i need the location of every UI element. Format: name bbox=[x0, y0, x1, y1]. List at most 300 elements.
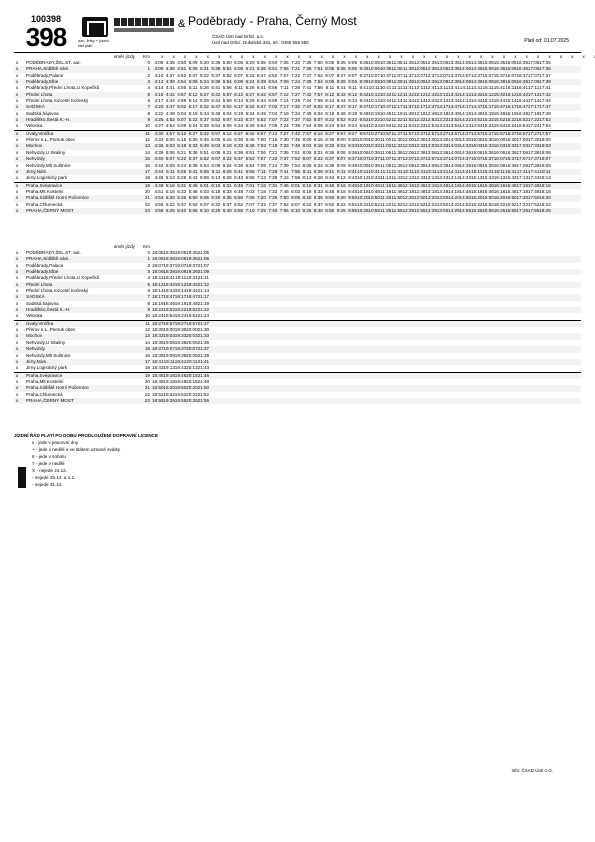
departure-time: 8:46 bbox=[325, 182, 335, 188]
departure-time: 7:03 bbox=[256, 143, 266, 149]
departure-time: 7:22 bbox=[279, 117, 289, 123]
departure-time: 14:43 bbox=[459, 175, 472, 181]
departure-time: 4:51 bbox=[154, 188, 164, 194]
departure-time: 9:52 bbox=[348, 201, 358, 207]
departure-time: 19:37 bbox=[186, 262, 198, 268]
departure-time: 4:42 bbox=[154, 162, 164, 168]
departure-time: 6:40 bbox=[222, 207, 232, 213]
departure-time: 21:33 bbox=[197, 333, 210, 339]
row-flag: x bbox=[16, 365, 19, 371]
departure-time: 8:52 bbox=[336, 117, 346, 123]
stop-km: 18 bbox=[144, 365, 150, 371]
departure-time: 7:46 bbox=[279, 182, 289, 188]
departure-time: 5:35 bbox=[177, 195, 187, 201]
departure-time: 6:21 bbox=[222, 149, 232, 155]
row-flag: x bbox=[16, 307, 19, 313]
departure-time: 7:30 bbox=[279, 137, 289, 143]
departure-time: 20:03 bbox=[186, 333, 198, 339]
direction-label: směr jízdy bbox=[114, 244, 135, 249]
departure-time: 6:12 bbox=[222, 130, 232, 136]
departure-time: 9:47 bbox=[359, 104, 369, 110]
departure-time: 6:39 bbox=[234, 162, 244, 168]
departure-time: 5:40 bbox=[177, 207, 187, 213]
departure-time: 21:27 bbox=[197, 320, 210, 326]
departure-time: 15:27 bbox=[482, 130, 494, 136]
stop-name: Sadská,hájovna bbox=[26, 300, 59, 306]
stop-km: 23 bbox=[144, 397, 150, 403]
departure-times bbox=[152, 398, 209, 404]
departure-time: 18:44 bbox=[163, 288, 175, 294]
departure-time: 9:13 bbox=[336, 175, 346, 181]
legend-item bbox=[14, 460, 158, 467]
departure-time: 6:00 bbox=[211, 137, 221, 143]
departure-time: 8:28 bbox=[313, 175, 323, 181]
departure-time: 6:55 bbox=[234, 207, 244, 213]
departure-time: 11:17 bbox=[391, 104, 403, 110]
row-flag: x bbox=[16, 60, 19, 65]
departure-time: 9:44 bbox=[359, 98, 369, 104]
line-number-box bbox=[14, 14, 78, 50]
departure-time: 7:26 bbox=[291, 85, 301, 91]
departure-time: 4:59 bbox=[177, 98, 187, 104]
departure-time: 10:11 bbox=[368, 85, 380, 91]
departure-time: 7:31 bbox=[268, 182, 278, 188]
departure-time: 9:22 bbox=[348, 117, 358, 123]
stop-km: 8 bbox=[147, 300, 150, 306]
departure-time: 16:39 bbox=[505, 162, 517, 168]
departure-time: 11:03 bbox=[380, 143, 392, 149]
stop-name: SADSKÁ bbox=[26, 104, 45, 110]
departure-time: 8:19 bbox=[325, 110, 335, 116]
departure-time: 4:44 bbox=[154, 168, 164, 174]
departure-time: 18:18 bbox=[539, 188, 551, 194]
departure-time: 5:37 bbox=[211, 72, 221, 78]
departure-time: 4:36 bbox=[154, 143, 164, 149]
stop-km: 11 bbox=[145, 320, 150, 326]
departure-time: 17:52 bbox=[539, 117, 551, 123]
departure-time: 6:35 bbox=[222, 195, 232, 201]
departure-time: 6:35 bbox=[256, 60, 266, 65]
departure-time: 17:49 bbox=[539, 110, 551, 116]
departure-time: 18:25 bbox=[539, 207, 551, 213]
departure-time: 15:39 bbox=[493, 79, 506, 85]
departure-time: 18:33 bbox=[152, 333, 164, 339]
stop-name: Přední Lhota,rozcestí Kolínský bbox=[26, 98, 89, 104]
departure-time: 19:12 bbox=[174, 281, 187, 287]
departure-time: 7:48 bbox=[279, 188, 289, 194]
departure-time: 11:52 bbox=[402, 117, 414, 123]
departure-time: 4:44 bbox=[165, 98, 175, 104]
departure-time: 13:44 bbox=[448, 98, 460, 104]
legend-items bbox=[14, 439, 158, 488]
departure-time: 8:24 bbox=[313, 162, 323, 168]
departure-time: 14:06 bbox=[459, 66, 472, 72]
departure-time: 13:37 bbox=[436, 156, 449, 162]
departure-time: 20:18 bbox=[186, 378, 198, 384]
departure-time: 11:16 bbox=[380, 182, 392, 188]
departure-time: 6:46 bbox=[234, 182, 244, 188]
departure-time: 19:16 bbox=[163, 372, 175, 378]
departure-time: 10:52 bbox=[368, 201, 380, 207]
departure-time: 6:43 bbox=[234, 175, 244, 181]
departure-time: 9:48 bbox=[348, 188, 358, 194]
departure-time: 14:36 bbox=[470, 66, 483, 72]
departure-time: 7:54 bbox=[291, 162, 301, 168]
departure-time: 11:50 bbox=[391, 195, 403, 201]
departure-time: 10:37 bbox=[368, 156, 380, 162]
stop-km: 9 bbox=[147, 117, 150, 123]
departure-time: 9:49 bbox=[359, 110, 369, 116]
legend-block-icon bbox=[18, 467, 26, 474]
stop-name: Sadská,hájovna bbox=[26, 110, 59, 116]
departure-time: 6:52 bbox=[268, 72, 278, 78]
departure-time: 6:42 bbox=[256, 91, 266, 97]
departure-time: 14:27 bbox=[459, 130, 472, 136]
departure-time: 10:19 bbox=[368, 110, 380, 116]
departure-time: 6:11 bbox=[211, 168, 221, 174]
brand-sub-icon bbox=[114, 28, 174, 32]
departure-time: 10:12 bbox=[368, 91, 380, 97]
stop-name: Nehvizdy,U Skaliny bbox=[26, 149, 66, 155]
departure-time: 21:48 bbox=[197, 378, 210, 384]
departure-time: 16:00 bbox=[493, 137, 506, 143]
departure-time: 10:36 bbox=[379, 66, 392, 72]
departure-time: 13:55 bbox=[436, 207, 449, 213]
departure-time: 16:22 bbox=[493, 201, 506, 207]
departure-time: 18:11 bbox=[539, 168, 551, 174]
departure-time: 5:27 bbox=[188, 130, 198, 136]
departure-time: 9:30 bbox=[348, 137, 358, 143]
departure-time: 14:24 bbox=[459, 123, 472, 129]
departure-time: 15:54 bbox=[493, 123, 506, 129]
departure-time: 20:09 bbox=[186, 352, 198, 358]
legend bbox=[14, 432, 158, 488]
departure-time: 21:19 bbox=[197, 300, 210, 306]
departure-time: 10:48 bbox=[368, 188, 380, 194]
stop-km: 20 bbox=[144, 378, 150, 384]
stop-km: 7 bbox=[147, 294, 150, 300]
trip-mark: x bbox=[434, 54, 437, 59]
departure-time: 8:22 bbox=[302, 201, 312, 207]
departure-time: 11:19 bbox=[391, 110, 403, 116]
departure-time: 19:43 bbox=[174, 365, 187, 371]
departure-time: 8:14 bbox=[325, 98, 335, 104]
row-flag: x bbox=[16, 98, 19, 104]
departure-time: 17:25 bbox=[516, 207, 528, 213]
departure-time: 8:22 bbox=[313, 156, 323, 162]
departure-time: 21:11 bbox=[197, 275, 209, 281]
departure-time: 7:20 bbox=[291, 60, 301, 65]
departure-time: 9:41 bbox=[348, 168, 358, 174]
departure-time: 6:26 bbox=[245, 85, 255, 91]
departure-time: 13:49 bbox=[448, 110, 460, 116]
departure-time: 18:37 bbox=[152, 346, 164, 352]
departure-time: 7:42 bbox=[291, 130, 301, 136]
row-flag: x bbox=[16, 149, 19, 155]
departure-time: 6:51 bbox=[245, 149, 255, 155]
departure-time: 20:07 bbox=[186, 346, 198, 352]
departure-time: 15:03 bbox=[470, 143, 483, 149]
departure-time: 9:39 bbox=[348, 162, 358, 168]
row-flag: x bbox=[16, 156, 19, 162]
departure-time: 11:43 bbox=[391, 175, 403, 181]
departure-time: 19:14 bbox=[174, 288, 187, 294]
departure-time: 18:37 bbox=[163, 262, 175, 268]
departure-time: 16:43 bbox=[505, 175, 517, 181]
departure-time: 4:36 bbox=[165, 66, 175, 72]
departure-time: 4:52 bbox=[165, 117, 175, 123]
departure-time: 6:24 bbox=[234, 123, 244, 129]
departure-time: 11:07 bbox=[380, 156, 392, 162]
row-flag: x bbox=[16, 188, 19, 194]
departure-time: 5:00 bbox=[165, 137, 175, 143]
departure-time: 7:56 bbox=[291, 168, 301, 174]
trip-mark: x bbox=[388, 54, 392, 59]
departure-time: 6:41 bbox=[234, 168, 244, 174]
stop-km: 18 bbox=[144, 175, 150, 181]
departure-time: 5:44 bbox=[211, 98, 221, 104]
departure-time: 7:39 bbox=[302, 79, 312, 85]
departure-time: 12:50 bbox=[413, 195, 426, 201]
departure-time: 6:51 bbox=[268, 66, 278, 72]
departure-time: 15:09 bbox=[482, 79, 494, 85]
trip-mark: x bbox=[218, 54, 221, 59]
departure-time: 18:09 bbox=[539, 162, 551, 168]
departure-time: 13:52 bbox=[448, 117, 460, 123]
departure-time: 8:17 bbox=[325, 104, 335, 110]
departure-time: 21:06 bbox=[197, 256, 210, 262]
departure-time: 12:27 bbox=[413, 130, 426, 136]
departure-time: 6:07 bbox=[222, 117, 232, 123]
stop-km: 22 bbox=[144, 201, 150, 207]
departure-time: 5:12 bbox=[177, 130, 187, 136]
stop-name: Přední Lhota bbox=[26, 91, 53, 97]
departure-time: 17:46 bbox=[527, 182, 540, 188]
stop-km: 21 bbox=[144, 195, 150, 201]
departure-time: 21:50 bbox=[197, 385, 210, 391]
departure-time: 15:37 bbox=[493, 72, 506, 78]
departure-time: 17:22 bbox=[516, 201, 528, 207]
line-note-2: řád platí bbox=[78, 43, 93, 48]
departure-time: 15:20 bbox=[470, 195, 483, 201]
departure-time: 5:37 bbox=[177, 201, 187, 207]
row-flag: x bbox=[16, 275, 19, 281]
departure-time: 14:52 bbox=[470, 117, 483, 123]
trip-mark: x bbox=[331, 54, 335, 59]
departure-time: 10:41 bbox=[379, 85, 392, 91]
stop-km: 7 bbox=[147, 104, 150, 110]
departure-time: 18:22 bbox=[539, 201, 551, 207]
row-flag: x bbox=[16, 378, 19, 384]
departure-time: 19:47 bbox=[186, 294, 198, 300]
departure-time: 12:37 bbox=[425, 72, 437, 78]
row-flag: x bbox=[16, 269, 19, 275]
departure-time: 14:18 bbox=[448, 188, 460, 194]
legend-item bbox=[14, 467, 158, 474]
departure-time: 9:39 bbox=[359, 79, 369, 85]
departure-time: 7:56 bbox=[313, 85, 323, 91]
row-flag: x bbox=[16, 320, 19, 326]
departure-time: 5:48 bbox=[188, 188, 198, 194]
departure-time: 5:02 bbox=[177, 104, 187, 110]
departure-time: 13:27 bbox=[436, 130, 449, 136]
departure-time: 17:09 bbox=[516, 162, 528, 168]
departure-time: 14:09 bbox=[459, 79, 472, 85]
departure-time: 6:59 bbox=[268, 98, 278, 104]
departure-time: 5:04 bbox=[177, 110, 187, 116]
departure-time: 19:44 bbox=[186, 288, 198, 294]
departure-time: 12:05 bbox=[413, 60, 426, 65]
departure-time: 7:00 bbox=[256, 137, 266, 143]
departure-time: 4:58 bbox=[154, 207, 164, 213]
departure-time: 8:21 bbox=[313, 149, 323, 155]
departure-time: 5:32 bbox=[200, 104, 209, 110]
stop-km: 1 bbox=[147, 256, 150, 262]
departure-time: 14:52 bbox=[459, 201, 472, 207]
departure-time: 4:53 bbox=[154, 195, 164, 201]
departure-time: 7:21 bbox=[268, 149, 278, 155]
departure-time: 9:37 bbox=[348, 156, 358, 162]
departure-time: 17:43 bbox=[527, 175, 540, 181]
departure-time: 5:18 bbox=[177, 143, 187, 149]
legend-block-icon bbox=[18, 474, 26, 481]
departure-time: 16:49 bbox=[516, 110, 528, 116]
row-flag: x bbox=[16, 182, 19, 188]
departure-time: 4:42 bbox=[165, 91, 175, 97]
stop-km: 15 bbox=[144, 346, 150, 352]
trip-mark: x bbox=[366, 54, 369, 59]
departure-time: 14:39 bbox=[459, 162, 472, 168]
departure-time: 5:36 bbox=[211, 66, 221, 72]
departure-time: 20:22 bbox=[186, 391, 198, 397]
stop-name: Praha,Sídliště Horní Počernice bbox=[26, 195, 89, 201]
departure-time: 5:51 bbox=[222, 66, 232, 72]
departure-time: 10:13 bbox=[357, 175, 369, 181]
departure-time: 4:17 bbox=[154, 98, 164, 104]
departure-time: 12:12 bbox=[413, 91, 426, 97]
stop-name: Nehvizdy bbox=[26, 346, 45, 352]
departure-time: 18:07 bbox=[539, 156, 551, 162]
departure-time: 9:46 bbox=[348, 182, 358, 188]
stop-km: 5 bbox=[147, 281, 150, 287]
departure-time: 19:22 bbox=[163, 391, 175, 397]
row-flag: x bbox=[16, 117, 19, 123]
departure-time: 16:46 bbox=[505, 182, 517, 188]
departure-time: 19:52 bbox=[186, 307, 198, 313]
departure-time: 17:52 bbox=[527, 201, 540, 207]
row-flag: x bbox=[16, 339, 19, 345]
departure-time: 10:14 bbox=[368, 98, 380, 104]
departure-time: 17:14 bbox=[527, 98, 540, 104]
departure-time: 5:30 bbox=[188, 137, 198, 143]
departure-time: 6:39 bbox=[256, 79, 266, 85]
departure-time: 14:33 bbox=[459, 143, 472, 149]
trip-mark: x bbox=[491, 54, 494, 59]
departure-time: 5:16 bbox=[165, 182, 175, 188]
departure-time: 8:55 bbox=[325, 207, 335, 213]
departure-time: 11:22 bbox=[391, 117, 403, 123]
departure-time: 5:50 bbox=[188, 195, 198, 201]
departure-time: 7:44 bbox=[302, 98, 312, 104]
departure-time: 16:07 bbox=[505, 72, 517, 78]
departure-time: 10:05 bbox=[368, 60, 380, 65]
departure-time: 6:11 bbox=[234, 85, 244, 91]
departure-time: 15:00 bbox=[470, 137, 483, 143]
departure-time: 16:09 bbox=[493, 162, 506, 168]
departure-time: 5:07 bbox=[165, 156, 175, 162]
departure-time: 13:07 bbox=[436, 72, 449, 78]
departure-time: 5:09 bbox=[188, 79, 198, 85]
departure-time: 5:03 bbox=[165, 143, 175, 149]
departure-time: 8:15 bbox=[313, 137, 323, 143]
departure-time: 10:18 bbox=[357, 188, 369, 194]
departure-time: 17:37 bbox=[539, 72, 551, 78]
departure-time: 5:11 bbox=[166, 168, 175, 174]
departure-time: 19:41 bbox=[186, 275, 198, 281]
departure-time: 10:09 bbox=[357, 162, 369, 168]
departure-time: 15:41 bbox=[493, 85, 506, 91]
departure-time: 19:18 bbox=[163, 378, 175, 384]
departure-time: 11:41 bbox=[402, 85, 414, 91]
departure-time: 10:06 bbox=[368, 66, 380, 72]
departure-time: 7:41 bbox=[302, 85, 312, 91]
departure-time: 18:43 bbox=[152, 365, 164, 371]
departure-time: 20:00 bbox=[186, 327, 198, 333]
departure-time: 5:58 bbox=[200, 175, 209, 181]
departure-time: 7:28 bbox=[268, 175, 278, 181]
departure-time: 6:36 bbox=[256, 66, 266, 72]
departure-time: 14:12 bbox=[459, 91, 472, 97]
departure-time: 17:33 bbox=[527, 143, 540, 149]
departure-time: 15:33 bbox=[482, 143, 494, 149]
stop-km: 0 bbox=[147, 60, 150, 65]
departure-time: 11:11 bbox=[391, 85, 403, 91]
departure-time: 16:33 bbox=[505, 143, 517, 149]
departure-time: 13:22 bbox=[436, 117, 449, 123]
departure-time: 14:39 bbox=[470, 79, 483, 85]
departure-time: 6:15 bbox=[222, 137, 232, 143]
departure-time: 17:37 bbox=[527, 156, 540, 162]
departure-time: 13:52 bbox=[436, 201, 449, 207]
departure-time: 9:57 bbox=[359, 130, 369, 136]
departure-time: 15:39 bbox=[482, 162, 494, 168]
departure-time: 11:48 bbox=[391, 188, 403, 194]
departure-time: 16:35 bbox=[516, 60, 528, 65]
row-flag: x bbox=[16, 333, 19, 339]
departure-time: 16:22 bbox=[505, 117, 517, 123]
row-flag: x bbox=[16, 281, 19, 287]
departure-time: 11:55 bbox=[391, 207, 403, 213]
stop-name: Jirny,Logistický park bbox=[26, 365, 68, 371]
departure-time: 15:48 bbox=[482, 188, 494, 194]
departure-time: 13:24 bbox=[436, 123, 449, 129]
departure-time: 16:47 bbox=[516, 104, 528, 110]
legend-item bbox=[14, 453, 158, 460]
departure-time: 5:27 bbox=[200, 91, 209, 97]
departure-time: 4:52 bbox=[177, 72, 187, 78]
departure-time: 5:22 bbox=[200, 72, 209, 78]
departure-time: 8:33 bbox=[313, 188, 323, 194]
departure-time: 7:37 bbox=[279, 156, 289, 162]
departure-time: 7:43 bbox=[279, 175, 289, 181]
departure-time: 6:24 bbox=[245, 79, 255, 85]
departure-time: 8:07 bbox=[325, 72, 335, 78]
departure-time: 4:46 bbox=[154, 175, 164, 181]
stop-km: 11 bbox=[145, 130, 150, 136]
departure-time: 7:06 bbox=[256, 149, 266, 155]
departure-time: 5:11 bbox=[188, 85, 198, 91]
departure-time: 5:09 bbox=[165, 162, 175, 168]
